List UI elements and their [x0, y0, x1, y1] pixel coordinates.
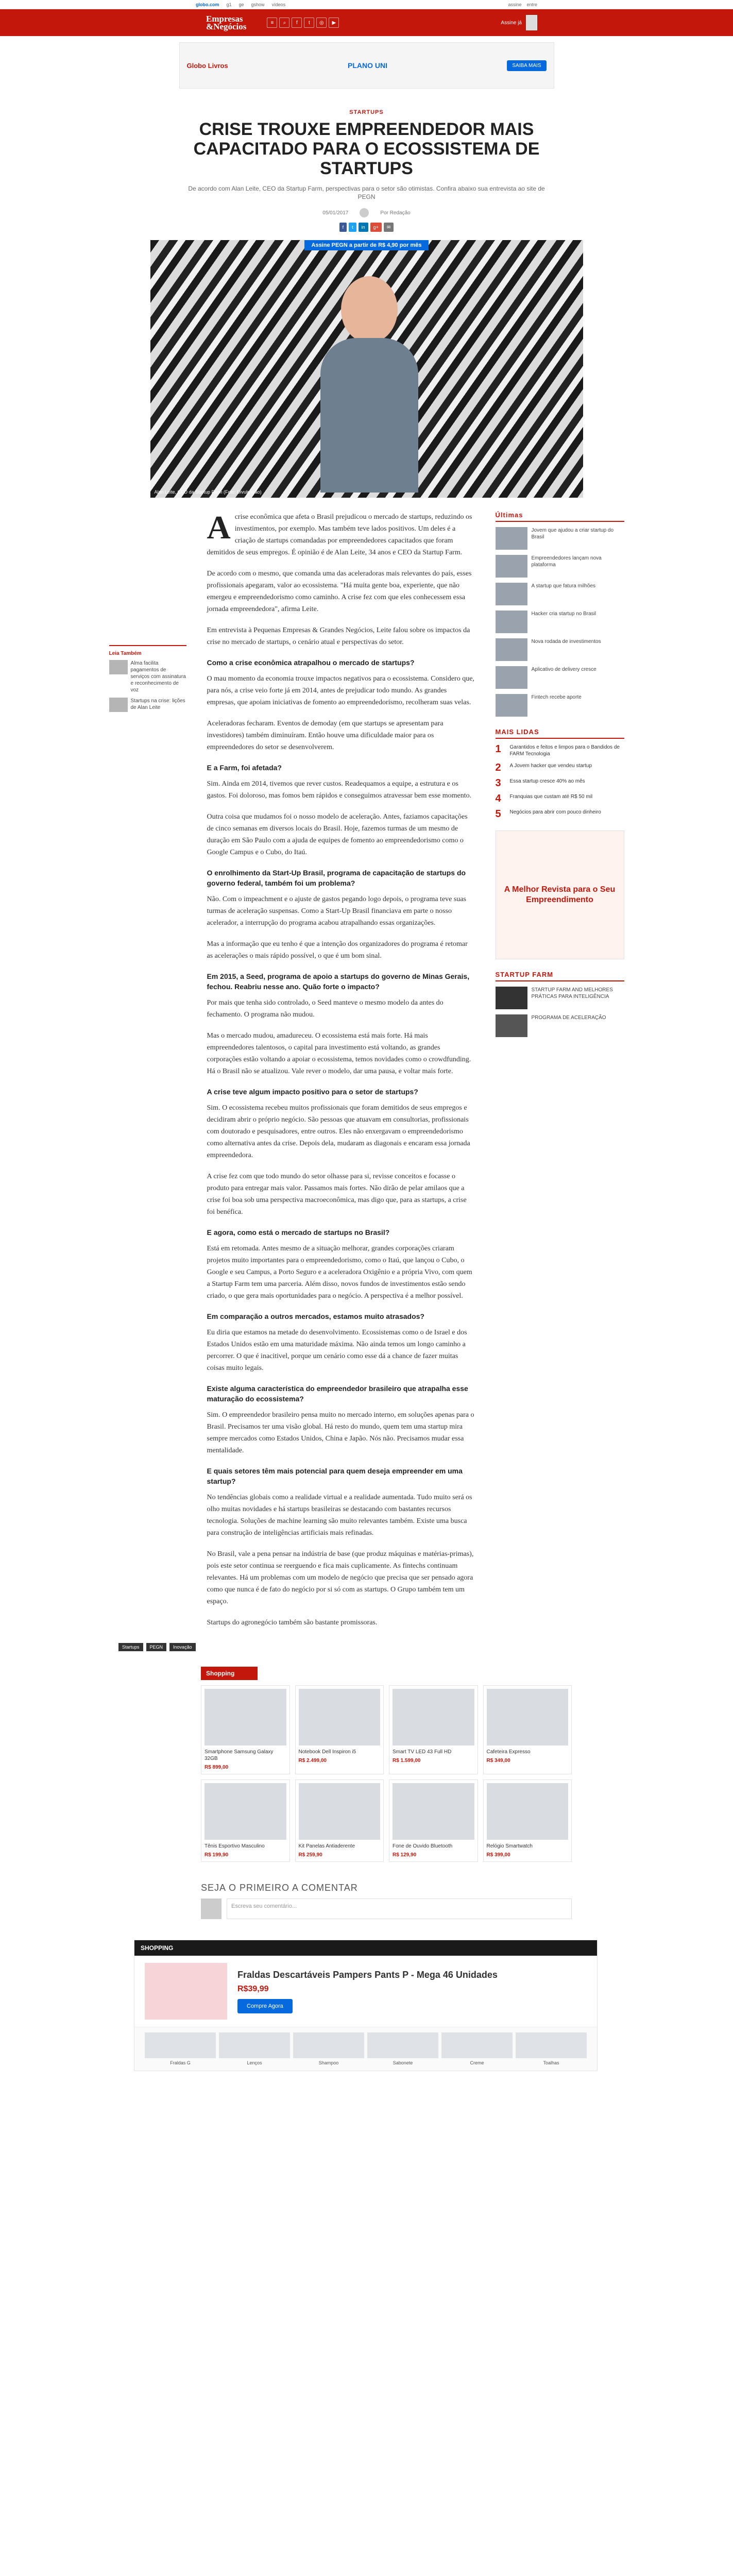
paragraph: Está em retomada. Antes mesmo de a situação melhorar, grandes corporações criaram projetos muito importantes para o empreendedorismo, como o Itaú, que lançou o Cubo, o Google e seu Campus, a Porto Seguro e a aceleradora Oxigênio e a própria Vivo, com quem a Startup Farm tem uma parceria. Além disso, novos fundos de investimentos estão sendo criado, o que gera mais oportunidades para o negócio. A perspectiva é a melhor possível. [207, 1245, 472, 1300]
facebook-icon[interactable]: f [292, 18, 302, 28]
latest-news-title: Últimas [496, 511, 624, 522]
product-price: R$ 1.599,00 [393, 1758, 421, 1764]
product-title[interactable]: Fraldas Descartáveis Pampers Pants P - Mega 46 Unidades [237, 1970, 498, 1980]
most-read-title[interactable]: Negócios para abrir com pouco dinheiro [509, 809, 601, 815]
question-heading: O enrolhimento da Start-Up Brasil, programa de capacitação de startups do governo federal, também foi um problema? [207, 869, 466, 887]
rank-number: 4 [495, 793, 501, 804]
mini-product-name[interactable]: Fraldas G [170, 2060, 191, 2065]
product-name[interactable]: Relógio Smartwatch [486, 1843, 533, 1849]
drop-cap: A [207, 509, 231, 546]
top-bar [0, 0, 733, 9]
globo-link[interactable]: globo.com [196, 2, 219, 7]
product-name[interactable]: Tênis Esportivo Masculino [204, 1843, 265, 1849]
product-image[interactable] [393, 1689, 474, 1745]
product-image[interactable] [487, 1783, 569, 1840]
paragraph: Sim. O empreendedor brasileiro pensa muito no mercado interno, em soluções apenas para o Brasil. Precisamos ter uma visão global. Há resto do mundo, quem tem uma startup mira sempre mercados como Estados Unidos, China e Japão. Nós não. Precisamos mudar essa mentalidade. [207, 1411, 474, 1454]
product-name[interactable]: Kit Panelas Antiaderente [298, 1843, 355, 1849]
most-read-title[interactable]: A Jovem hacker que vendeu startup [509, 763, 592, 769]
related-item[interactable]: Startups na crise: lições de Alan Leite [109, 698, 186, 712]
most-read-item[interactable] [496, 793, 624, 804]
news-thumbnail[interactable] [496, 555, 527, 578]
product-name[interactable]: Notebook Dell Inspiron i5 [298, 1749, 356, 1755]
most-read-title[interactable]: Franquias que custam até R$ 50 mil [509, 794, 593, 800]
magazine-cover[interactable] [526, 15, 537, 30]
rank-number: 1 [495, 743, 501, 755]
mini-product[interactable] [293, 2032, 364, 2065]
related-box [109, 645, 186, 712]
news-title[interactable]: Fintech recebe aporte [531, 694, 582, 700]
paragraph: O mau momento da economia trouxe impactos negativos para o ecossistema. Considero que, para nós, a crise veio forte já em 2014, antes de prejudicar todo mundo. As grandes empresas, que apoiam iniciativas de fomento ao empreendedorismo, recolheram suas velas. [207, 675, 474, 706]
site-header [0, 9, 733, 36]
paragraph: A crise fez com que todo mundo do setor olhasse para si, revisse conceitos e focasse o produto para entregar mais valor. Passamos mais fortes. Não dirão de pelar amilaos que a crise foi boa sob uma perspectiva macroeconômica, mas digo que, para as startups, a crise foi benéfica. [207, 1173, 467, 1216]
product-price: R$ 199,90 [204, 1852, 229, 1858]
paragraph: Mas o mercado mudou, amadureceu. O ecossistema está mais forte. Há mais empreendedores talentosos, o capital para investimento está voltando, as grandes corporações estão voltando a apoiar o ecossistema, temos novidades como o crowdfunding. Há o Brasil não se atualizou. Vale rever o modelo, dar uma pausa, e voltar mais forte. [207, 1032, 471, 1075]
share-bar [181, 223, 552, 232]
question-heading: E agora, como está o mercado de startups no Brasil? [207, 1228, 390, 1236]
product-card[interactable] [201, 1685, 290, 1774]
ge-link[interactable]: ge [238, 2, 244, 7]
news-title[interactable]: Empreendedores lançam nova plataforma [531, 555, 602, 568]
startup-item[interactable]: STARTUP FARM AND MELHORES PRÁTICAS PARA INTELIGÊNCIA [496, 987, 624, 1009]
mini-product-image[interactable] [145, 2032, 216, 2058]
question-heading: A crise teve algum impacto positivo para o setor de startups? [207, 1088, 418, 1096]
most-read-title[interactable]: Garantidos e feitos e limpos para o Bandidos de FARM Tecnologia [509, 744, 620, 757]
paragraph: De acordo com o mesmo, que comanda uma das aceleradoras mais relevantes do país, esses profissionais apegaram, valor ao ecossistema. "Há muita gente boa, experiente, que não emergeu e empreendedorismo como caminho. A crise fez com que eles conhecessem essa jornada empreendedora", afirma Leite. [207, 570, 472, 613]
mini-product[interactable] [516, 2032, 587, 2065]
right-sidebar [496, 511, 624, 1638]
rank-number: 5 [495, 808, 501, 820]
tag[interactable]: Startups [118, 1643, 143, 1651]
news-item[interactable] [496, 694, 624, 717]
gshow-link[interactable]: gshow [251, 2, 265, 7]
product-name[interactable]: Smart TV LED 43 Full HD [393, 1749, 452, 1755]
news-title[interactable]: Hacker cria startup no Brasil [531, 611, 596, 617]
buy-button[interactable]: Compre Agora [237, 1999, 293, 2013]
share-facebook-icon[interactable]: f [339, 223, 347, 232]
news-item[interactable] [496, 555, 624, 578]
product-card[interactable] [389, 1780, 478, 1862]
startup-farm-title: STARTUP FARM [496, 971, 624, 981]
product-image[interactable] [487, 1689, 569, 1745]
paragraph: Startups do agronegócio também são bastante promissoras. [207, 1619, 378, 1626]
product-image[interactable] [204, 1783, 286, 1840]
ad-cta-button[interactable]: SAIBA MAIS [507, 60, 546, 71]
shopping-title: Shopping [201, 1667, 258, 1680]
question-heading: Como a crise econômica atrapalhou o mercado de startups? [207, 658, 415, 667]
comments-title: SEJA O PRIMEIRO A COMENTAR [201, 1883, 358, 1893]
news-thumbnail[interactable] [496, 638, 527, 661]
paragraph: Sim. Ainda em 2014, tivemos que rever custos. Readequamos a equipe, a estrutura e os gastos. Foi doloroso, mas fomos bem rápidos e conseguimos atravessar bem esse momento. [207, 780, 472, 800]
mini-product-image[interactable] [219, 2032, 290, 2058]
mini-product-image[interactable] [516, 2032, 587, 2058]
article-title: CRISE TROUXE EMPREENDEDOR MAIS CAPACITADO PARA O ECOSSISTEMA DE STARTUPS [193, 120, 540, 178]
tag[interactable]: Inovação [169, 1643, 196, 1651]
startup-item[interactable]: PROGRAMA DE ACELERAÇÃO [496, 1014, 624, 1037]
mini-product-name[interactable]: Shampoo [318, 2060, 339, 2065]
top-ad-banner[interactable] [179, 42, 554, 89]
share-googleplus-icon[interactable]: g+ [370, 223, 382, 232]
product-price: R$ 349,00 [486, 1758, 510, 1764]
product-name[interactable]: Cafeteira Expresso [486, 1749, 531, 1755]
mini-product[interactable] [145, 2032, 216, 2065]
most-read-item[interactable] [496, 778, 624, 788]
product-price: R$ 2.499,00 [298, 1758, 327, 1764]
paragraph: Eu diria que estamos na metade do desenvolvimento. Ecossistemas como o de Israel e dos Estados Unidos estão em uma maturidade máxima. Não ainda temos um longo caminho a percorrer. O que é inacitivel, porque um cenário como esse dá a chance de fazer muitas coisas muito legais. [207, 1329, 467, 1372]
product-card[interactable] [483, 1780, 572, 1862]
news-title[interactable]: Jovem que ajudou a criar startup do Brasil [531, 528, 614, 540]
paragraph: Não. Com o impeachment e o ajuste de gastos pegando logo depois, o programa teve suas turmas de aceleração suspensas. Como a Start-Up Brasil financiava em parte o nosso acelerador, a interrupção do programa acabou atrapalhando essas organizações. [207, 895, 466, 927]
news-item[interactable] [496, 583, 624, 605]
paragraph: Mas a informação que eu tenho é que a intenção dos organizadores do programa é retomar as acelerações o mais rápido possível, o que é um bom sinal. [207, 940, 468, 960]
product-price: R$39,99 [237, 1985, 269, 1993]
news-thumbnail[interactable] [496, 583, 527, 605]
mini-product[interactable] [219, 2032, 290, 2065]
news-title[interactable]: Nova rodada de investimentos [531, 639, 601, 645]
paragraph: Aceleradoras fecharam. Eventos de demoday (em que startups se apresentam para investidores) também diminuíram. Então houve uma dificuldade maior para os empreendedores do setor se desenvolverem. [207, 720, 444, 751]
rank-number: 3 [495, 777, 501, 789]
paragraph: No tendências globais como a realidade virtual e a realidade aumentada. Tudo muito será os olho muitas novidades e há startups brasileiras se destacando com bastantes recursos tecnologia. Soluções de machine learning são muito relevantes também. Existe uma busca para construção de inteligências artificiais mais refinadas. [207, 1494, 472, 1537]
article-header [181, 109, 552, 232]
share-email-icon[interactable]: ✉ [384, 223, 394, 232]
subscribe-button[interactable]: Assine já [501, 20, 522, 26]
article-body [207, 511, 475, 1638]
news-thumbnail[interactable] [496, 611, 527, 633]
share-twitter-icon[interactable]: t [349, 223, 356, 232]
lead-paragraph [207, 511, 475, 558]
news-item[interactable] [496, 527, 624, 550]
lead-text: crise econômica que afeta o Brasil prejudicou o mercado de startups, reduzindo os investimentos, por exemplo. Mas também teve lados positivos. Um deles é a criação de startups comandadas por empreendedores capacitados que foram demitidos de seus empregos. É opinião é de Alan Leite, 34 anos e CEO da Startup Farm. [207, 513, 472, 556]
site-logo[interactable]: Empresas &Negócios [206, 14, 247, 31]
shopping-section [201, 1667, 572, 1862]
sidebar-ad-text: A Melhor Revista para o Seu Empreendimento [504, 885, 616, 904]
product-price: R$ 899,00 [204, 1765, 229, 1770]
related-item[interactable]: Alma facilita pagamentos de serviços com assinatura e reconhecimento de voz [109, 660, 186, 693]
login-link[interactable]: entre [526, 2, 537, 7]
videos-link[interactable]: vídeos [271, 2, 286, 7]
hero-caption: Alan Leite, CEO da Startup Farm (Foto: Divulgação) [154, 489, 262, 495]
left-column [109, 511, 186, 1638]
most-read-item[interactable] [496, 809, 624, 819]
youtube-icon[interactable]: ▶ [329, 18, 339, 28]
mini-product[interactable] [441, 2032, 513, 2065]
article-meta [181, 208, 552, 217]
subscribe-link[interactable]: assine [508, 2, 522, 7]
comment-input[interactable]: Escreva seu comentário... [227, 1899, 572, 1919]
mini-product-name[interactable]: Creme [470, 2060, 484, 2065]
product-name[interactable]: Fone de Ouvido Bluetooth [393, 1843, 453, 1849]
rank-number: 2 [495, 762, 501, 773]
product-card[interactable] [483, 1685, 572, 1774]
paragraph: Outra coisa que mudamos foi o nosso modelo de aceleração. Antes, faziamos capacitações de cinco semanas em diversos locais do Brasil. Hoje, fazemos turmas de um mesmo de duração em São Paulo com a ajuda de equipes de fomento ao empreendedorismo como o Google Campus e o Cubo, do Itaú. [207, 813, 468, 856]
news-thumbnail[interactable] [496, 694, 527, 717]
mini-product-name[interactable]: Toalhas [543, 2060, 559, 2065]
search-icon[interactable]: ⌕ [279, 18, 289, 28]
question-heading: Em comparação a outros mercados, estamos muito atrasados? [207, 1312, 424, 1320]
product-card[interactable] [201, 1780, 290, 1862]
product-price: R$ 129,90 [393, 1852, 417, 1858]
news-title[interactable]: A startup que fatura milhões [531, 583, 596, 589]
publish-date: 05/01/2017 [322, 210, 349, 216]
twitter-icon[interactable]: t [304, 18, 314, 28]
most-read-widget [496, 728, 624, 819]
question-heading: Existe alguma característica do empreendedor brasileiro que atrapalha esse maturação do ecossistema? [207, 1384, 468, 1403]
ad-brand: Globo Livros [186, 61, 228, 70]
news-item[interactable] [496, 638, 624, 661]
news-thumbnail[interactable] [496, 527, 527, 550]
product-image[interactable] [299, 1783, 381, 1840]
tag[interactable]: PEGN [146, 1643, 167, 1651]
product-name[interactable]: Smartphone Samsung Galaxy 32GB [204, 1749, 274, 1761]
mini-product-image[interactable] [367, 2032, 438, 2058]
article-kicker[interactable]: STARTUPS [349, 109, 384, 115]
paragraph: Em entrevista à Pequenas Empresas & Grandes Negócios, Leite falou sobre os impactos da crise no mercado de startups, o cenário atual e perspectivas do setor. [207, 626, 470, 646]
product-image[interactable] [299, 1689, 381, 1745]
question-heading: Em 2015, a Seed, programa de apoio a startups do governo de Minas Gerais, fechou. Reabriu nesse ano. Quão forte o impacto? [207, 972, 470, 991]
bottom-shopping-ad [134, 1940, 598, 2071]
instagram-icon[interactable]: ◎ [316, 18, 327, 28]
sidebar-ad[interactable] [496, 831, 624, 959]
author-name[interactable]: Por Redação [380, 210, 411, 216]
news-thumbnail[interactable] [496, 666, 527, 689]
news-item[interactable] [496, 611, 624, 633]
author-avatar [360, 208, 369, 217]
product-image[interactable] [145, 1963, 227, 2020]
startup-farm-widget [496, 971, 624, 1037]
bottom-shopping-title: SHOPPING [134, 1940, 597, 1956]
mini-product-image[interactable] [441, 2032, 513, 2058]
hero-image [150, 240, 583, 498]
article-subtitle: De acordo com Alan Leite, CEO da Startup Farm, perspectivas para o setor são otimistas. Confira abaixo sua entrevista ao site de PEGN [188, 185, 545, 200]
product-card[interactable] [295, 1780, 384, 1862]
most-read-item[interactable] [496, 744, 624, 757]
product-image[interactable] [393, 1783, 474, 1840]
paragraph: Sim. O ecossistema recebeu muitos profissionais que foram demitidos de seus empregos e decidiram abrir o próprio negócio. São pessoas que atuavam em consultorias, profissionais com doutorado e pesquisadores, entre outros. Eles não enxergavam o empreendedorismo como alternativa antes da crise. Depois dela, mudaram as diagonais e encaram essa jornada empreendedora. [207, 1104, 470, 1159]
comments-section [201, 1883, 572, 1919]
related-title: Leia Também [109, 651, 142, 656]
product-card[interactable] [295, 1685, 384, 1774]
latest-news-widget [496, 511, 624, 717]
news-item[interactable] [496, 666, 624, 689]
article-content [109, 511, 624, 1638]
product-image[interactable] [204, 1689, 286, 1745]
menu-icon[interactable]: ≡ [267, 18, 277, 28]
mini-product-name[interactable]: Sabonete [393, 2060, 413, 2065]
mini-product-image[interactable] [293, 2032, 364, 2058]
question-heading: E a Farm, foi afetada? [207, 764, 282, 772]
most-read-title: MAIS LIDAS [496, 728, 624, 739]
article-tags [118, 1643, 386, 1651]
most-read-item[interactable] [496, 762, 624, 773]
question-heading: E quais setores têm mais potencial para quem deseja empreender em uma startup? [207, 1467, 463, 1485]
comment-avatar [201, 1899, 221, 1919]
mini-product-name[interactable]: Lenços [247, 2060, 262, 2065]
portrait-figure [320, 276, 418, 498]
hero-promo-banner[interactable]: Assine PEGN a partir de R$ 4,90 por mês [304, 240, 429, 250]
mini-product[interactable] [367, 2032, 438, 2065]
ad-plan: PLANO UNI [348, 61, 388, 70]
news-title[interactable]: Aplicativo de delivery cresce [531, 667, 596, 672]
paragraph: No Brasil, vale a pena pensar na indústria de base (que produz máquinas e matérias-primas), pois este setor continua se reerguendo e fica mais cuplicamente. As fintechs continuam relevantes. Há um problemas com um modelo de negócio que precisa que ser pensado agora como que nunca é de fato do negócio por si só com as startups. O Grupo também tem um espaço. [207, 1550, 474, 1605]
product-price: R$ 399,00 [486, 1852, 510, 1858]
paragraph: Por mais que tenha sido controlado, o Seed manteve o mesmo modelo da antes do fechamento. O programa não mudou. [207, 999, 444, 1019]
most-read-title[interactable]: Essa startup cresce 40% ao mês [509, 778, 585, 784]
g1-link[interactable]: g1 [226, 2, 232, 7]
product-price: R$ 259,90 [298, 1852, 322, 1858]
product-card[interactable] [389, 1685, 478, 1774]
share-linkedin-icon[interactable]: in [359, 223, 368, 232]
